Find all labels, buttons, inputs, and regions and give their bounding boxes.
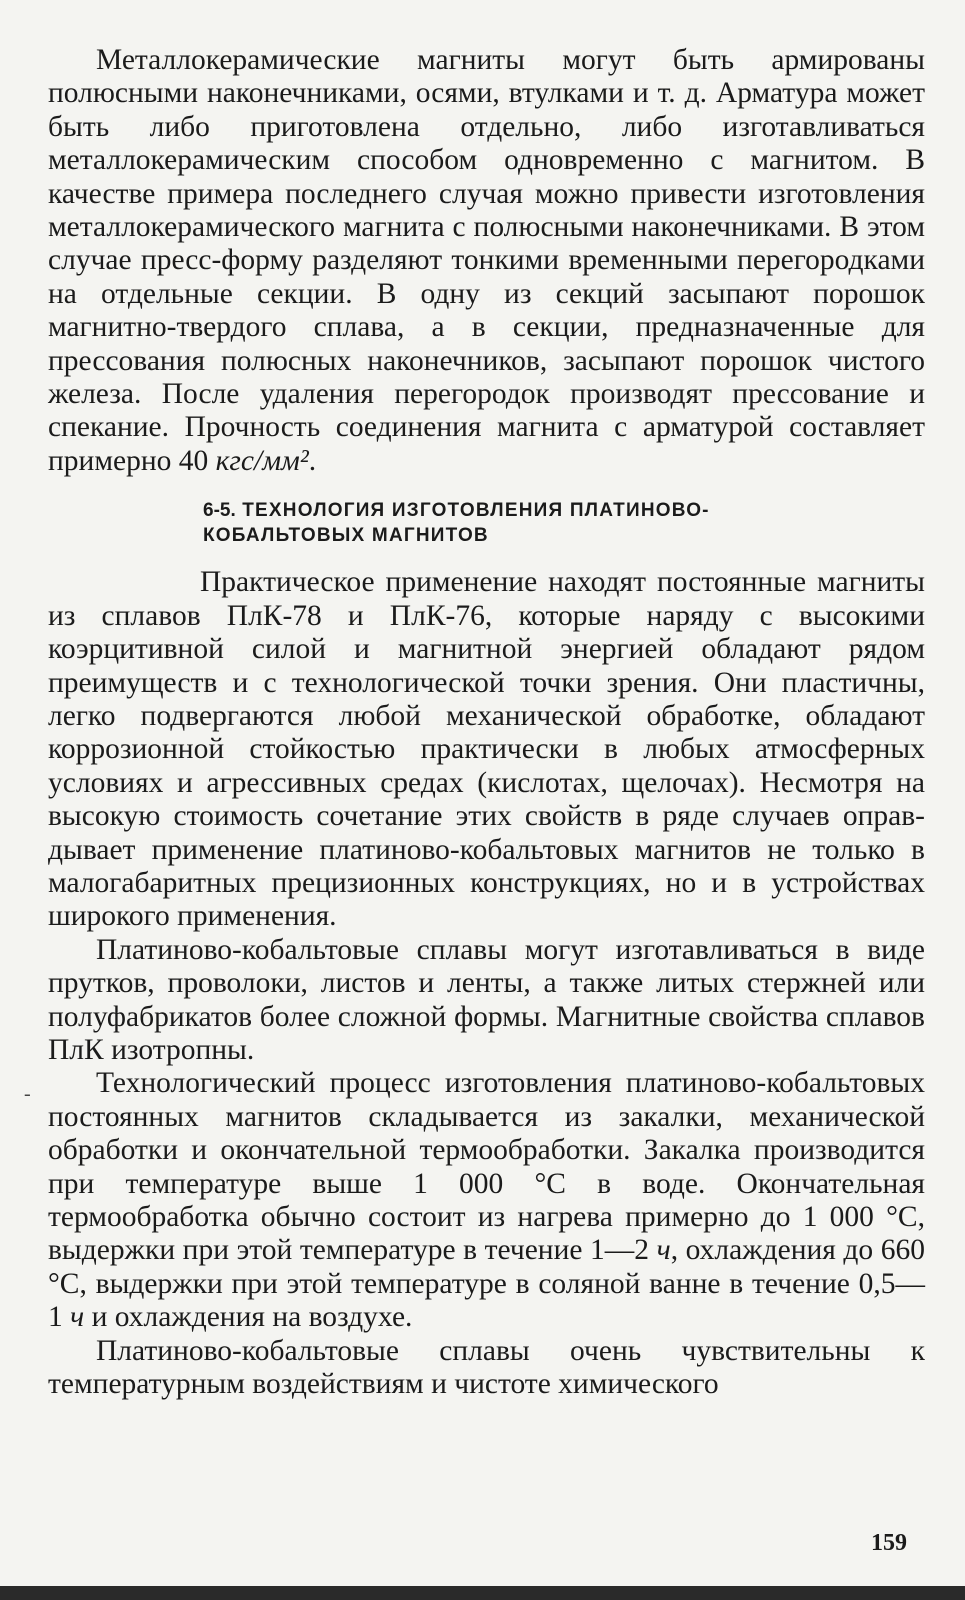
section-title-line2: КОБАЛЬТОВЫХ МАГНИТОВ	[203, 525, 489, 547]
paragraph-sensitivity: Платиново-кобальтовые сплавы очень чувствительны к температурным воздействиям и чистоте химического	[48, 1334, 925, 1401]
hour-unit-1: ч	[656, 1234, 671, 1267]
paragraph-practical-use: Практическое применение находят постоянные магниты из сплавов ПлК-78 и ПлК-76, которые наряду с высокими коэрцитивной силой и магнитной энергией обладают рядом преимуществ и с технологической точки зрения. Они пластичны, легко подвергаются любой механической обработке, обладают коррозионной стойкостью практически в любых атмосферных условиях и агрессивных средах (кислотах, щелочах). Несмотря на высокую стоимость сочетание этих свойств в ряде случаев оправдывает применение платиново-кобальтовых магнитов не только в малогабаритных прецизионных конструкциях, но и в устройствах широкого применения.	[48, 566, 925, 933]
stray-dash-mark: -	[24, 1083, 31, 1105]
paragraph-armature-end: .	[308, 444, 317, 477]
section-heading	[203, 498, 925, 548]
section-heading-line1	[203, 498, 925, 523]
page-number: 159	[871, 1530, 907, 1556]
paragraph-process-text-b: , охлаждения до 660 °С, выдержки при этой температуре в соляной ванне в течение 0,5—1	[48, 1234, 925, 1334]
paragraph-armature-text: Металлокерамические магниты могут быть армированы полюсными наконечниками, осями, втулками и т. д. Арматура может быть либо приготовлена отдельно, либо изготавливаться металлокерамическим способом одновременно с магнитом. В качестве примера последнего случая можно привести изготовления металлокерамического магнита с полюсными наконечниками. В этом случае пресс-форму разделяют тонкими временными перегородками на отдельные секции. В одну из секций засыпают порошок магнитно-твердого сплава, а в секции, предназначенные для прессования полюсных наконечников, засыпают порошок чистого железа. После удаления перегородок производят прессование и спекание. Прочность соединения магнита с арматурой составляет примерно 40	[48, 44, 925, 477]
paragraph-alloy-forms: Платиново-кобальтовые сплавы могут изготавливаться в виде прутков, проволоки, листов и ленты, а также литых стержней или полуфабрикатов более сложной формы. Магнитные свойства сплавов ПлК изотропны.	[48, 933, 925, 1066]
scan-bottom-edge	[0, 1586, 965, 1600]
paragraph-armature	[48, 44, 925, 478]
strength-unit: кгс/мм²	[215, 444, 309, 477]
section-number: 6-5.	[203, 500, 236, 522]
paragraph-process-text-a: Технологический процесс изготовления платиново-кобальтовых постоянных магнитов складывается из закалки, механической обработки и окончательной термообработки. Закалка производится при температуре выше 1 000 °С в воде. Окончательная термообработка обычно состоит из нагрева примерно до 1 000 °С, выдержки при этой температуре в течение 1—2	[48, 1067, 925, 1267]
section-title-line1: ТЕХНОЛОГИЯ ИЗГОТОВЛЕНИЯ ПЛАТИНОВО-	[242, 500, 710, 522]
paragraph-process	[48, 1067, 925, 1334]
hour-unit-2: ч	[70, 1301, 85, 1334]
paragraph-process-text-c: и охлаждения на воздухе.	[84, 1301, 413, 1334]
